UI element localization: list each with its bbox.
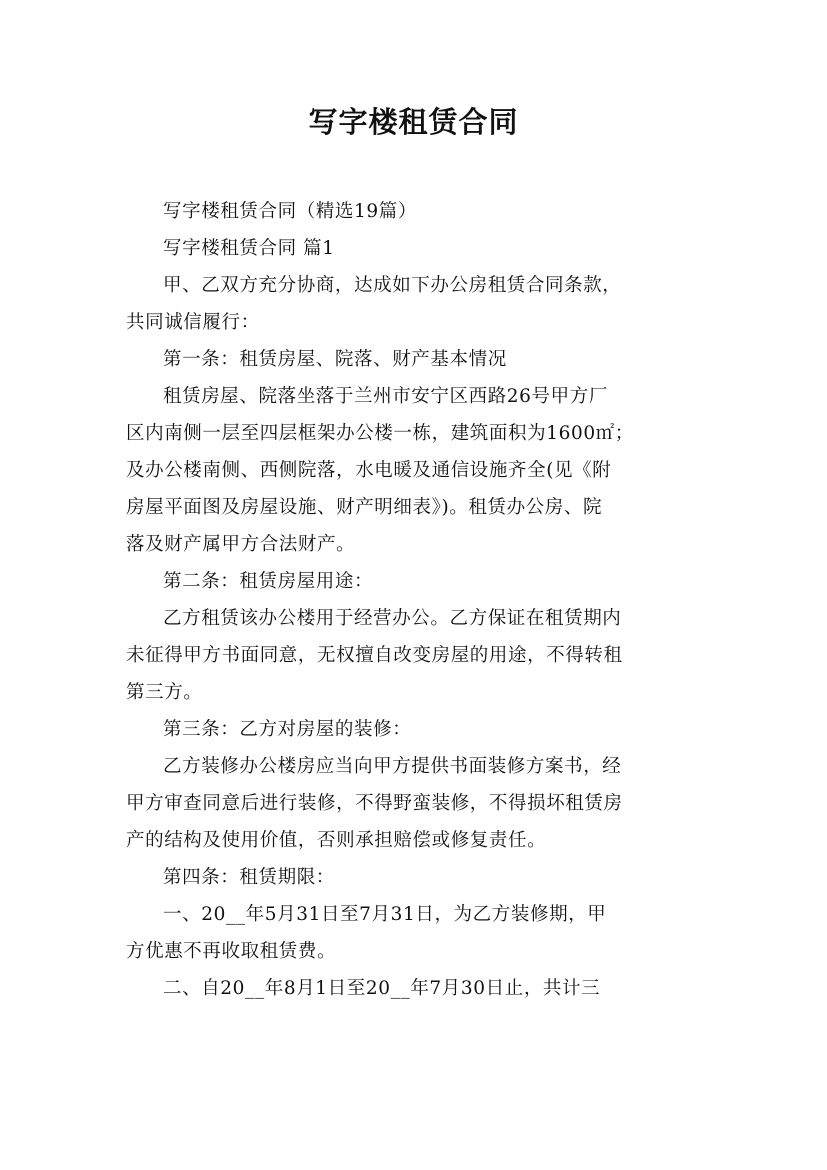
text-line: 一、20__年5月31日至7月31日，为乙方装修期，甲 (163, 904, 607, 925)
paragraph-article-4-heading (126, 859, 702, 896)
text-line: 写字楼租赁合同 篇1 (163, 238, 335, 259)
text-line: 二、自20__年8月1日至20__年7月30日止，共计三 (163, 978, 601, 999)
paragraph-subtitle (126, 193, 702, 230)
text-line: 乙方装修办公楼房应当向甲方提供书面装修方案书，经 (163, 756, 622, 777)
document-body (126, 193, 702, 1007)
text-line: 第四条：租赁期限： (163, 867, 335, 888)
text-line: 共同诚信履行： (126, 312, 260, 333)
paragraph-preamble (126, 267, 702, 341)
paragraph-article-4-item-2 (126, 970, 702, 1007)
paragraph-article-1-heading (126, 341, 702, 378)
text-line: 写字楼租赁合同（精选19篇） (163, 201, 417, 222)
paragraph-article-1-body (126, 378, 702, 563)
document-title: 写字楼租赁合同 (308, 105, 519, 139)
text-line: 第一条：租赁房屋、院落、财产基本情况 (163, 349, 507, 370)
text-line: 第三方。 (126, 682, 203, 703)
text-line: 未征得甲方书面同意，无权擅自改变房屋的用途，不得转租 (126, 645, 623, 666)
text-line: 甲、乙双方充分协商，达成如下办公房租赁合同条款， (163, 275, 622, 296)
text-line: 甲方审查同意后进行装修，不得野蛮装修，不得损坏租赁房 (126, 793, 623, 814)
paragraph-article-3-body (126, 748, 702, 859)
text-line: 产的结构及使用价值，否则承担赔偿或修复责任。 (126, 830, 547, 851)
paragraph-article-3-heading (126, 711, 702, 748)
text-line: 房屋平面图及房屋设施、财产明细表》)。租赁办公房、院 (126, 497, 603, 518)
text-line: 租赁房屋、院落坐落于兰州市安宁区西路26号甲方厂 (163, 386, 608, 407)
paragraph-article-4-item-1 (126, 896, 702, 970)
text-line: 第三条：乙方对房屋的装修： (163, 719, 412, 740)
paragraph-section-heading (126, 230, 702, 267)
text-line: 第二条：租赁房屋用途： (163, 571, 374, 592)
text-line: 方优惠不再收取租赁费。 (126, 941, 337, 962)
text-line: 及办公楼南侧、西侧院落，水电暖及通信设施齐全(见《附 (126, 460, 612, 481)
text-line: 乙方租赁该办公楼用于经营办公。乙方保证在租赁期内 (163, 608, 622, 629)
text-line: 区内南侧一层至四层框架办公楼一栋，建筑面积为1600㎡； (126, 423, 634, 444)
paragraph-article-2-heading (126, 563, 702, 600)
paragraph-article-2-body (126, 600, 702, 711)
text-line: 落及财产属甲方合法财产。 (126, 534, 356, 555)
